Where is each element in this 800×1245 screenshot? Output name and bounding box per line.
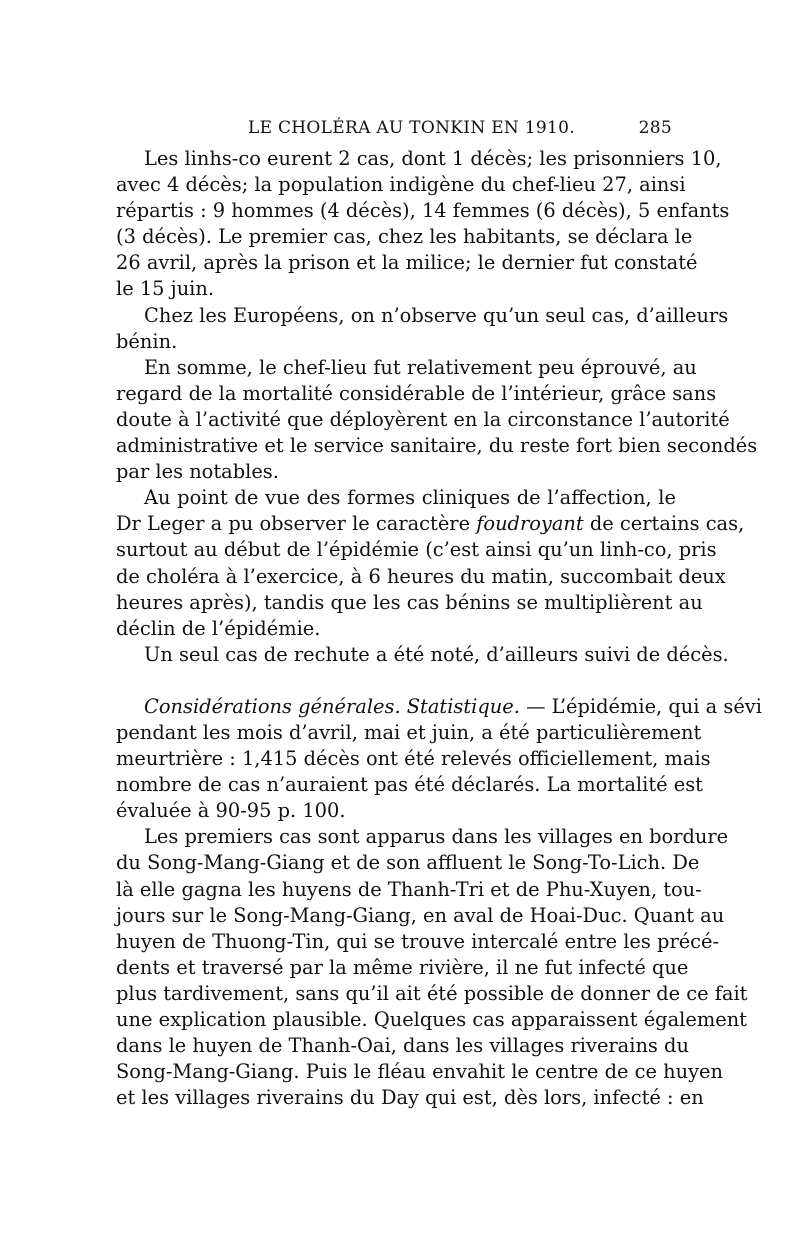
text-line: dents et traversé par la même rivière, il ne fut infecté que xyxy=(116,955,689,979)
text-line: dans le huyen de Thanh-Oai, dans les villages riverains du xyxy=(116,1034,689,1058)
paragraph-7 xyxy=(116,824,748,1111)
section-heading: Considérations générales. Statistique. xyxy=(144,694,520,718)
text-line: administrative et le service sanitaire, du reste fort bien secondés xyxy=(116,434,758,458)
text-line: jours sur le Song-Mang-Giang, en aval de Hoai-Duc. Quant au xyxy=(116,903,725,927)
text-line: heures après), tandis que les cas bénins se multiplièrent au xyxy=(116,590,703,614)
text-line: Au point de vue des formes cliniques de l’affection, le xyxy=(144,486,676,510)
text-line: répartis : 9 hommes (4 décès), 14 femmes (6 décès), 5 enfants xyxy=(116,199,730,223)
section-gap xyxy=(116,668,676,694)
text-segment: — L’épidémie, qui a sévi xyxy=(519,694,762,718)
text-line: et les villages riverains du Day qui est, dès lors, infecté : en xyxy=(116,1086,704,1110)
text-line: pendant les mois d’avril, mai et juin, a été particulièrement xyxy=(116,720,702,744)
text-line: là elle gagna les huyens de Thanh-Tri et de Phu-Xuyen, tou- xyxy=(116,877,702,901)
text-line: Chez les Européens, on n’observe qu’un seul cas, d’ailleurs xyxy=(144,303,729,327)
text-line: Song-Mang-Giang. Puis le fléau envahit le centre de ce huyen xyxy=(116,1060,724,1084)
text-line: huyen de Thuong-Tin, qui se trouve intercalé entre les précé- xyxy=(116,929,720,953)
text-line: bénin. xyxy=(116,329,178,353)
text-line: plus tardivement, sans qu’il ait été possible de donner de ce fait xyxy=(116,981,748,1005)
page-number: 285 xyxy=(638,118,672,138)
text-segment: de certains cas, xyxy=(583,512,745,536)
text-line: nombre de cas n’auraient pas été déclarés. La mortalité est xyxy=(116,773,703,797)
text-line: meurtrière : 1,415 décès ont été relevés officiellement, mais xyxy=(116,747,711,771)
text-line: avec 4 décès; la population indigène du chef-lieu 27, ainsi xyxy=(116,173,686,197)
text-line: En somme, le chef-lieu fut relativement peu éprouvé, au xyxy=(144,355,697,379)
paragraph-1 xyxy=(116,146,730,303)
text-line: (3 décès). Le premier cas, chez les habitants, se déclara le xyxy=(116,225,693,249)
text-line: surtout au début de l’épidémie (c’est ainsi qu’un linh-co, pris xyxy=(116,538,717,562)
italic-term: foudroyant xyxy=(476,512,584,536)
text-line: déclin de l’épidémie. xyxy=(116,616,321,640)
paragraph-5 xyxy=(116,642,729,668)
paragraph-4 xyxy=(116,485,745,642)
paragraph-6 xyxy=(116,694,762,824)
text-line: Les linhs-co eurent 2 cas, dont 1 décès; les prisonniers 10, xyxy=(144,147,722,170)
paragraph-3 xyxy=(116,355,758,485)
section-heading-line xyxy=(116,694,762,720)
text-line-with-italic xyxy=(116,511,745,537)
text-segment: Dr Leger a pu observer le caractère xyxy=(116,512,477,536)
text-line: du Song-Mang-Giang et de son affluent le Song-To-Lich. De xyxy=(116,851,700,875)
text-line: doute à l’activité que déployèrent en la circonstance l’autorité xyxy=(116,407,730,431)
paragraph-2 xyxy=(116,303,729,355)
text-line: évaluée à 90-95 p. 100. xyxy=(116,799,346,823)
text-line: Les premiers cas sont apparus dans les villages en bordure xyxy=(144,825,729,849)
text-line: Un seul cas de rechute a été noté, d’ailleurs suivi de décès. xyxy=(144,642,729,666)
text-line: une explication plausible. Quelques cas apparaissent également xyxy=(116,1008,747,1031)
text-line: par les notables. xyxy=(116,460,279,484)
text-line: le 15 juin. xyxy=(116,277,215,301)
running-head xyxy=(116,118,672,142)
text-line: 26 avril, après la prison et la milice; le dernier fut constaté xyxy=(116,251,698,275)
body-text xyxy=(116,146,762,1111)
text-line: de choléra à l’exercice, à 6 heures du matin, succombait deux xyxy=(116,564,726,588)
text-line: regard de la mortalité considérable de l’intérieur, grâce sans xyxy=(116,381,717,405)
running-title: LE CHOLÉRA AU TONKIN EN 1910. xyxy=(248,118,575,138)
